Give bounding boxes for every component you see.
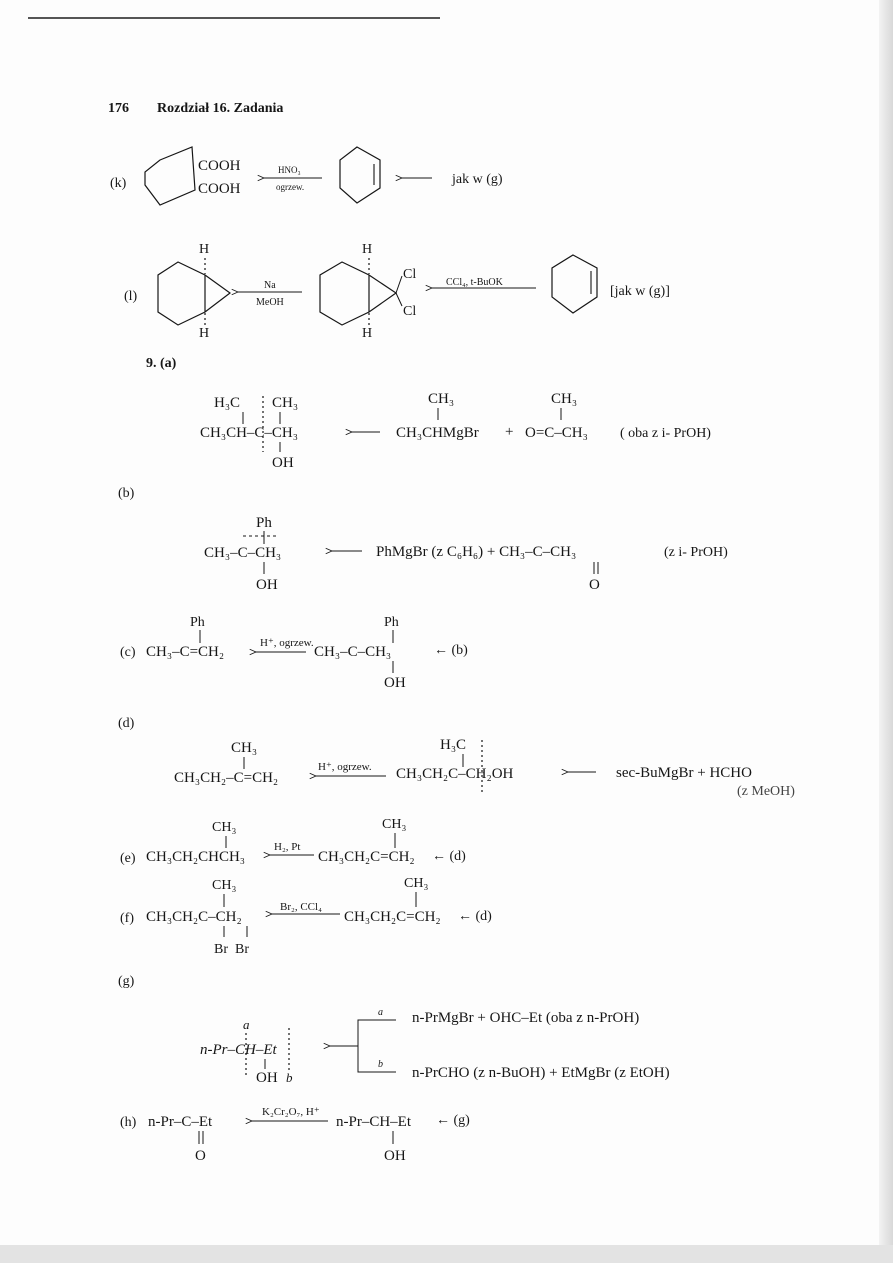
g-route-a: n-PrMgBr + OHC–Et (oba z n-PrOH) <box>412 1010 640 1026</box>
g-bond-a: a <box>243 1017 250 1032</box>
k-label: (k) <box>110 176 127 191</box>
l-cl-bond-1 <box>396 276 402 293</box>
k-reagent-below: ogrzew. <box>276 182 305 192</box>
c-alkene: CH₃–C=CH₂ <box>146 644 225 660</box>
a-ketone-top: CH₃ <box>551 391 578 407</box>
l-reagent1-above: Na <box>264 280 276 291</box>
a-solvent-note: ( oba z i- PrOH) <box>620 426 711 441</box>
page-number: 176 <box>108 101 129 116</box>
a-product-oh: OH <box>272 455 294 471</box>
k-note: jak w (g) <box>452 172 503 187</box>
e-start: CH₃CH₂C=CH₂ <box>318 849 415 865</box>
l-cyclohexene-ring <box>552 255 597 313</box>
l-h2-top: H <box>362 242 373 257</box>
f-start: CH₃CH₂C=CH₂ <box>344 909 441 925</box>
d-reagent: H⁺, ogrzew. <box>318 761 372 773</box>
k-acid-cooh-1: COOH <box>198 158 241 174</box>
l-reagent1-below: MeOH <box>256 297 284 308</box>
f-start-top: CH₃ <box>404 876 429 891</box>
f-reagent: Br₂, CCl₄ <box>280 901 322 913</box>
f-product: CH₃CH₂C–CH₂ <box>146 909 242 925</box>
l-note: [jak w (g)] <box>610 284 670 299</box>
a-ketone: O=C–CH₃ <box>525 425 588 441</box>
g-label: (g) <box>118 974 135 989</box>
a-product-main: CH₃CH–C–CH₃ <box>200 425 298 441</box>
h-label: (h) <box>120 1115 137 1130</box>
d-alkene: CH₃CH₂–C=CH₂ <box>174 770 279 786</box>
a-grignard: CH₃CHMgBr <box>396 425 479 441</box>
b-label: (b) <box>118 486 135 501</box>
l-h-top: H <box>199 242 210 257</box>
l-cl-1: Cl <box>403 267 417 282</box>
a-plus: + <box>505 424 514 440</box>
c-alcohol-top: Ph <box>384 615 399 630</box>
scan-bottom-edge <box>0 1245 893 1263</box>
k-reagent-above: HNO₃ <box>278 165 301 175</box>
d-label: (d) <box>118 716 135 731</box>
g-route-a-label: a <box>378 1007 383 1018</box>
b-product-oh: OH <box>256 577 278 593</box>
k-acid-cooh-2: COOH <box>198 181 241 197</box>
c-alcohol: CH₃–C–CH₃ <box>314 644 392 660</box>
k-acid-ring <box>145 147 195 205</box>
h-reagent: K₂Cr₂O₇, H⁺ <box>262 1106 320 1118</box>
g-bond-b: b <box>286 1070 293 1085</box>
e-start-top: CH₃ <box>382 817 407 832</box>
l-cl-2: Cl <box>403 304 417 319</box>
a-product-top-right: CH₃ <box>272 395 299 411</box>
e-reagent: H₂, Pt <box>274 841 301 853</box>
e-ref: ← (d) <box>432 849 466 864</box>
h-ref: ← (g) <box>436 1113 470 1128</box>
g-route-b: n-PrCHO (z n-BuOH) + EtMgBr (z EtOH) <box>412 1065 670 1081</box>
a-product-top-left: H₃C <box>214 395 241 411</box>
d-alkene-top: CH₃ <box>231 740 258 756</box>
c-label: (c) <box>120 645 136 660</box>
l-cyclopropane-1 <box>205 275 230 312</box>
g-branch-bracket <box>358 1020 396 1072</box>
f-label: (f) <box>120 911 134 926</box>
problem9-label: 9. (a) <box>146 356 177 371</box>
h-alcohol-oh: OH <box>384 1148 406 1164</box>
g-route-b-label: b <box>378 1059 383 1070</box>
running-title: Rozdział 16. Zadania <box>157 101 284 116</box>
d-reactants: sec-BuMgBr + HCHO <box>616 765 752 781</box>
b-reactants: PhMgBr (z C₆H₆) + CH₃–C–CH₃ <box>376 544 577 560</box>
l-bicyclic-ring-2 <box>320 262 369 325</box>
b-solvent-note: (z i- PrOH) <box>664 545 728 560</box>
e-label: (e) <box>120 851 136 866</box>
e-product: CH₃CH₂CHCH₃ <box>146 849 246 865</box>
l-h-bottom: H <box>199 326 210 341</box>
c-alcohol-oh: OH <box>384 675 406 691</box>
d-alcohol: CH₃CH₂C–CH₂OH <box>396 766 514 782</box>
l-h2-bottom: H <box>362 326 373 341</box>
l-reagent2: CCl₄, t-BuOK <box>446 277 503 288</box>
l-cyclopropane-2 <box>369 275 396 312</box>
g-product-oh: OH <box>256 1070 278 1086</box>
c-ref: ← (b) <box>434 643 468 658</box>
l-label: (l) <box>124 289 138 304</box>
c-reagent: H⁺, ogrzew. <box>260 637 314 649</box>
l-cl-bond-2 <box>396 293 402 306</box>
g-product: n-Pr–CH–Et <box>200 1042 277 1058</box>
d-alcohol-top: H₃C <box>440 737 467 753</box>
f-product-br: Br Br <box>214 942 249 957</box>
e-product-top: CH₃ <box>212 820 237 835</box>
b-product-top: Ph <box>256 515 272 531</box>
h-ketone-o: O <box>195 1148 206 1164</box>
b-product-main: CH₃–C–CH₃ <box>204 545 282 561</box>
a-grignard-top: CH₃ <box>428 391 455 407</box>
d-solvent-note: (z MeOH) <box>737 784 795 799</box>
f-ref: ← (d) <box>458 909 492 924</box>
b-ketone-o: O <box>589 577 600 593</box>
f-product-top: CH₃ <box>212 878 237 893</box>
l-bicyclic-ring-1 <box>158 262 205 325</box>
h-alcohol: n-Pr–CH–Et <box>336 1114 411 1130</box>
c-alkene-top: Ph <box>190 615 205 630</box>
h-ketone: n-Pr–C–Et <box>148 1114 213 1130</box>
